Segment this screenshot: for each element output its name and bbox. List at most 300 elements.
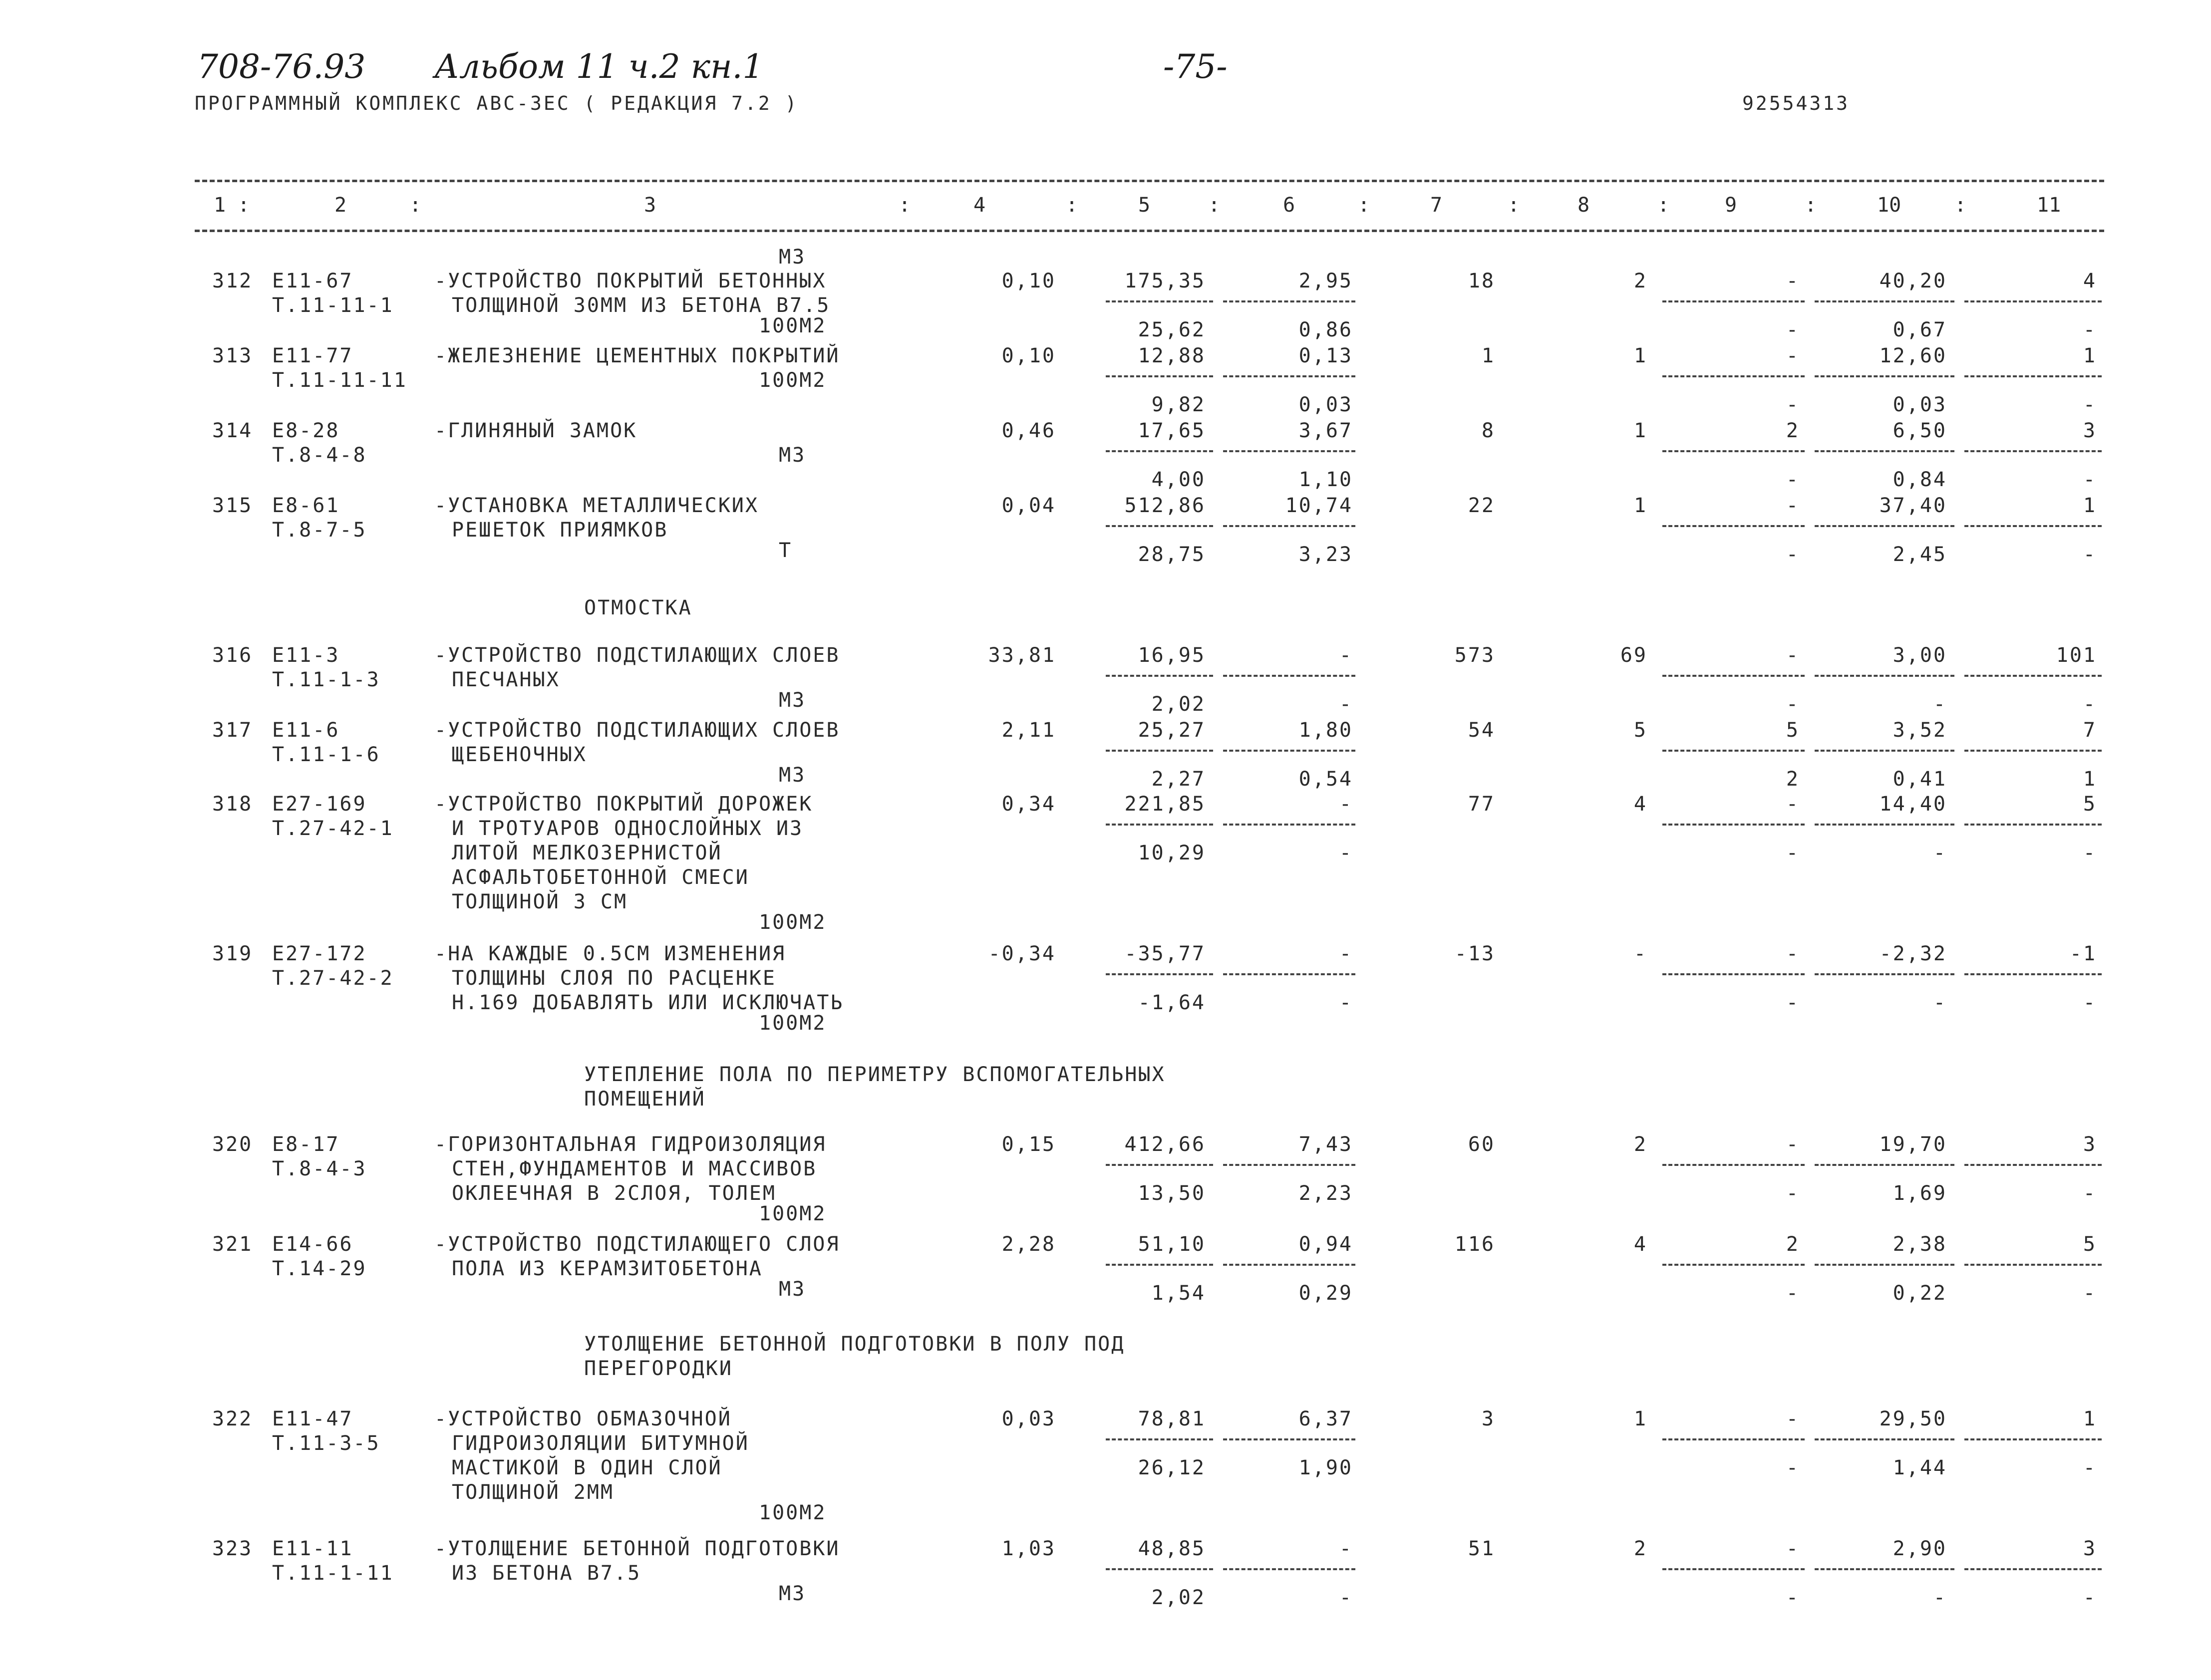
work-description: СТЕН,ФУНДАМЕНТОВ И МАССИВОВ	[452, 1157, 817, 1180]
table-header-rule	[195, 230, 2104, 232]
col10-top: 19,70	[1879, 1133, 1947, 1156]
col9-top: 2	[1786, 1233, 1800, 1256]
column-header-9: 9	[1725, 194, 1737, 217]
column-header-11: 11	[2037, 194, 2061, 217]
col9-bottom: -	[1786, 1586, 1800, 1609]
cost-machines: 2,02	[1151, 1586, 1206, 1609]
cell-divider	[1106, 973, 1213, 975]
cell-divider	[1223, 375, 1355, 377]
sum-wages: 5	[1633, 719, 1647, 742]
column-header-4: 4	[973, 194, 986, 217]
norm-code: Е11-6	[272, 719, 340, 742]
cell-divider	[1662, 450, 1805, 452]
work-description: ТОЛЩИНЫ СЛОЯ ПО РАСЦЕНКЕ	[452, 967, 776, 990]
cell-divider	[1964, 1568, 2102, 1570]
unit-label: Т	[779, 539, 793, 562]
col10-bottom: 2,45	[1893, 543, 1947, 566]
quantity: 33,81	[988, 644, 1056, 667]
col10-bottom: 0,84	[1893, 468, 1947, 491]
sum-total: 18	[1468, 270, 1495, 292]
cost-machines: 1,54	[1151, 1282, 1206, 1305]
cell-divider	[1662, 300, 1805, 302]
work-description: ИЗ БЕТОНА В7.5	[452, 1562, 641, 1585]
cell-divider	[1106, 375, 1213, 377]
col9-bottom: -	[1786, 1282, 1800, 1305]
sum-wages: 4	[1633, 1233, 1647, 1256]
col10-top: 2,38	[1893, 1233, 1947, 1256]
cost-wages: -	[1339, 793, 1353, 816]
cost-machines: 26,12	[1138, 1456, 1206, 1479]
col11-top: 1	[2083, 344, 2097, 367]
cost-machine-wages: 1,10	[1298, 468, 1353, 491]
cost-machine-wages: 2,23	[1298, 1182, 1353, 1205]
column-header-10: 10	[1877, 194, 1901, 217]
cell-divider	[1815, 675, 1954, 677]
quantity: 0,15	[1001, 1133, 1056, 1156]
table-top-rule	[195, 180, 2104, 182]
work-description: ЩЕБЕНОЧНЫХ	[452, 743, 587, 766]
cell-divider	[1815, 1568, 1954, 1570]
col9-bottom: -	[1786, 393, 1800, 416]
row-number: 316	[212, 644, 253, 667]
work-description: -УСТРОЙСТВО ПОДСТИЛАЮЩИХ СЛОЕВ	[434, 644, 840, 667]
work-description: ПОЛА ИЗ КЕРАМЗИТОБЕТОНА	[452, 1257, 763, 1280]
column-separator: :	[899, 194, 911, 217]
column-separator: :	[1358, 194, 1370, 217]
col10-top: 40,20	[1879, 270, 1947, 292]
work-description: ТОЛЩИНОЙ 3 СМ	[452, 890, 628, 913]
work-description: -ГОРИЗОНТАЛЬНАЯ ГИДРОИЗОЛЯЦИЯ	[434, 1133, 827, 1156]
cell-divider	[1964, 750, 2102, 752]
cost-machines: 10,29	[1138, 841, 1206, 864]
col10-top: 3,00	[1893, 644, 1947, 667]
cell-divider	[1964, 300, 2102, 302]
col11-bottom: 1	[2083, 768, 2097, 791]
work-description: -ЖЕЛЕЗНЕНИЕ ЦЕМЕНТНЫХ ПОКРЫТИЙ	[434, 344, 840, 367]
cost-total: 25,27	[1138, 719, 1206, 742]
col11-bottom: -	[2083, 841, 2097, 864]
col9-top: -	[1786, 494, 1800, 517]
row-number: 318	[212, 793, 253, 816]
cell-divider	[1815, 525, 1954, 527]
cell-divider	[1223, 973, 1355, 975]
col11-top: 5	[2083, 1233, 2097, 1256]
col9-bottom: 2	[1786, 768, 1800, 791]
cell-divider	[1662, 525, 1805, 527]
cost-machine-wages: 0,29	[1298, 1282, 1353, 1305]
col11-top: 3	[2083, 1133, 2097, 1156]
cell-divider	[1662, 1568, 1805, 1570]
cell-divider	[1815, 750, 1954, 752]
cost-machine-wages: 3,23	[1298, 543, 1353, 566]
work-description: -ГЛИНЯНЫЙ ЗАМОК	[434, 419, 637, 442]
col9-top: -	[1786, 1407, 1800, 1430]
cell-divider	[1223, 525, 1355, 527]
column-separator: :	[238, 194, 250, 217]
norm-code: Е11-77	[272, 344, 353, 367]
column-header-7: 7	[1430, 194, 1443, 217]
col11-bottom: -	[2083, 1282, 2097, 1305]
col11-top: 3	[2083, 1537, 2097, 1560]
column-header-5: 5	[1138, 194, 1151, 217]
norm-reference: Т.11-3-5	[272, 1432, 380, 1455]
cell-divider	[1106, 750, 1213, 752]
cell-divider	[1223, 1164, 1355, 1166]
cost-machine-wages: -	[1339, 841, 1353, 864]
handwritten-code: 708-76.93	[197, 47, 366, 86]
cost-wages: 2,95	[1298, 270, 1353, 292]
row-number: 315	[212, 494, 253, 517]
cost-wages: -	[1339, 942, 1353, 965]
program-title: ПРОГРАММНЫЙ КОМПЛЕКС АВС-3ЕС ( РЕДАКЦИЯ 7.2 )	[195, 92, 799, 114]
cell-divider	[1815, 1438, 1954, 1440]
column-header-8: 8	[1578, 194, 1590, 217]
col10-bottom: 0,22	[1893, 1282, 1947, 1305]
cell-divider	[1964, 973, 2102, 975]
quantity: -0,34	[988, 942, 1056, 965]
work-description: ТОЛЩИНОЙ 2ММ	[452, 1481, 614, 1504]
work-description: -НА КАЖДЫЕ 0.5СМ ИЗМЕНЕНИЯ	[434, 942, 786, 965]
cell-divider	[1106, 1264, 1213, 1266]
col11-bottom: -	[2083, 1456, 2097, 1479]
cost-machines: 13,50	[1138, 1182, 1206, 1205]
handwritten-page-number: -75-	[1163, 47, 1228, 86]
col10-bottom: 0,03	[1893, 393, 1947, 416]
quantity: 0,46	[1001, 419, 1056, 442]
col11-top: 7	[2083, 719, 2097, 742]
norm-code: Е11-11	[272, 1537, 353, 1560]
cell-divider	[1662, 824, 1805, 826]
col11-top: 4	[2083, 270, 2097, 292]
col9-bottom: -	[1786, 468, 1800, 491]
cost-machine-wages: 1,90	[1298, 1456, 1353, 1479]
cost-machines: 28,75	[1138, 543, 1206, 566]
work-description: ТОЛЩИНОЙ 30ММ ИЗ БЕТОНА В7.5	[452, 294, 831, 317]
sum-total: 116	[1454, 1233, 1495, 1256]
section-heading: ОТМОСТКА	[584, 596, 692, 619]
unit-label: М3	[779, 444, 806, 467]
cell-divider	[1223, 300, 1355, 302]
section-heading: УТОЛЩЕНИЕ БЕТОННОЙ ПОДГОТОВКИ В ПОЛУ ПОД	[584, 1333, 1125, 1356]
cell-divider	[1662, 1264, 1805, 1266]
cost-wages: 1,80	[1298, 719, 1353, 742]
col11-bottom: -	[2083, 1586, 2097, 1609]
cost-total: 17,65	[1138, 419, 1206, 442]
col10-top: 6,50	[1893, 419, 1947, 442]
work-description: МАСТИКОЙ В ОДИН СЛОЙ	[452, 1456, 722, 1479]
column-separator: :	[1066, 194, 1078, 217]
col10-top: -2,32	[1879, 942, 1947, 965]
unit-label: 100М2	[759, 1202, 827, 1225]
column-header-6: 6	[1283, 194, 1295, 217]
cell-divider	[1815, 1264, 1954, 1266]
sum-wages: 1	[1633, 494, 1647, 517]
work-description: ОКЛЕЕЧНАЯ В 2СЛОЯ, ТОЛЕМ	[452, 1182, 776, 1205]
cell-divider	[1964, 450, 2102, 452]
cell-divider	[1106, 1568, 1213, 1570]
quantity: 2,11	[1001, 719, 1056, 742]
column-separator: :	[1805, 194, 1817, 217]
unit-label: 100М2	[759, 314, 827, 337]
cell-divider	[1662, 750, 1805, 752]
sum-wages: 4	[1633, 793, 1647, 816]
cell-divider	[1662, 1164, 1805, 1166]
col9-top: 2	[1786, 419, 1800, 442]
cell-divider	[1964, 675, 2102, 677]
quantity: 0,34	[1001, 793, 1056, 816]
work-description: -УСТРОЙСТВО ПОДСТИЛАЮЩИХ СЛОЕВ	[434, 719, 840, 742]
norm-code: Е8-17	[272, 1133, 340, 1156]
col10-top: 37,40	[1879, 494, 1947, 517]
sum-total: 1	[1481, 344, 1495, 367]
col10-top: 12,60	[1879, 344, 1947, 367]
sum-wages: 2	[1633, 1133, 1647, 1156]
cost-machines: 9,82	[1151, 393, 1206, 416]
unit-label: 100М2	[759, 1012, 827, 1035]
col9-top: -	[1786, 344, 1800, 367]
cell-divider	[1815, 375, 1954, 377]
work-description: -УСТРОЙСТВО ПОКРЫТИЙ БЕТОННЫХ	[434, 270, 827, 292]
cell-divider	[1106, 824, 1213, 826]
section-heading-cont: ПЕРЕГОРОДКИ	[584, 1357, 733, 1380]
sum-wages: 1	[1633, 344, 1647, 367]
row-number: 322	[212, 1407, 253, 1430]
col10-bottom: 0,41	[1893, 768, 1947, 791]
sum-total: 22	[1468, 494, 1495, 517]
cost-machine-wages: -	[1339, 1586, 1353, 1609]
col11-top: 101	[2056, 644, 2097, 667]
col9-bottom: -	[1786, 318, 1800, 341]
work-description: ПЕСЧАНЫХ	[452, 668, 560, 691]
unit-label: М3	[779, 1278, 806, 1301]
norm-code: Е8-28	[272, 419, 340, 442]
col9-bottom: -	[1786, 841, 1800, 864]
cost-total: 16,95	[1138, 644, 1206, 667]
cell-divider	[1106, 450, 1213, 452]
sum-wages: 2	[1633, 270, 1647, 292]
norm-reference: Т.27-42-2	[272, 967, 394, 990]
cell-divider	[1223, 1438, 1355, 1440]
column-separator: :	[1208, 194, 1221, 217]
column-separator: :	[1657, 194, 1670, 217]
col10-bottom: -	[1933, 841, 1947, 864]
cost-wages: 3,67	[1298, 419, 1353, 442]
col9-bottom: -	[1786, 1456, 1800, 1479]
section-heading-cont: ПОМЕЩЕНИЙ	[584, 1088, 706, 1111]
column-separator: :	[1508, 194, 1520, 217]
row-number: 313	[212, 344, 253, 367]
col11-bottom: -	[2083, 1182, 2097, 1205]
quantity: 0,03	[1001, 1407, 1056, 1430]
cost-total: 175,35	[1124, 270, 1206, 292]
col9-top: -	[1786, 1133, 1800, 1156]
cost-total: 78,81	[1138, 1407, 1206, 1430]
cost-wages: 0,13	[1298, 344, 1353, 367]
col9-top: -	[1786, 270, 1800, 292]
column-header-1: 1	[214, 194, 226, 217]
cost-machine-wages: -	[1339, 693, 1353, 716]
norm-code: Е14-66	[272, 1233, 353, 1256]
col10-bottom: -	[1933, 991, 1947, 1014]
col9-bottom: -	[1786, 543, 1800, 566]
col10-bottom: 1,69	[1893, 1182, 1947, 1205]
row-number: 312	[212, 270, 253, 292]
norm-reference: Т.27-42-1	[272, 817, 394, 840]
cost-total: 12,88	[1138, 344, 1206, 367]
cell-divider	[1662, 375, 1805, 377]
cell-divider	[1106, 675, 1213, 677]
unit-label: 100М2	[759, 911, 827, 934]
sum-total: 77	[1468, 793, 1495, 816]
sum-total: 573	[1454, 644, 1495, 667]
sum-wages: 2	[1633, 1537, 1647, 1560]
col9-bottom: -	[1786, 1182, 1800, 1205]
col10-top: 29,50	[1879, 1407, 1947, 1430]
cell-divider	[1106, 300, 1213, 302]
col10-bottom: 0,67	[1893, 318, 1947, 341]
sum-total: -13	[1454, 942, 1495, 965]
cost-total: 51,10	[1138, 1233, 1206, 1256]
cell-divider	[1964, 1438, 2102, 1440]
quantity: 0,10	[1001, 270, 1056, 292]
col9-top: -	[1786, 1537, 1800, 1560]
cell-divider	[1964, 375, 2102, 377]
cell-divider	[1815, 450, 1954, 452]
norm-reference: Т.8-4-3	[272, 1157, 367, 1180]
cost-machine-wages: -	[1339, 991, 1353, 1014]
work-description: -УСТАНОВКА МЕТАЛЛИЧЕСКИХ	[434, 494, 759, 517]
col10-top: 2,90	[1893, 1537, 1947, 1560]
col11-bottom: -	[2083, 543, 2097, 566]
row-number: 314	[212, 419, 253, 442]
row-number: 317	[212, 719, 253, 742]
cost-wages: 7,43	[1298, 1133, 1353, 1156]
quantity: 0,04	[1001, 494, 1056, 517]
norm-code: Е27-169	[272, 793, 367, 816]
cell-divider	[1662, 675, 1805, 677]
col11-bottom: -	[2083, 693, 2097, 716]
row-number: 319	[212, 942, 253, 965]
norm-reference: Т.8-7-5	[272, 519, 367, 542]
col9-bottom: -	[1786, 693, 1800, 716]
unit-label: М3	[779, 246, 806, 269]
col11-top: 5	[2083, 793, 2097, 816]
quantity: 0,10	[1001, 344, 1056, 367]
cell-divider	[1106, 1438, 1213, 1440]
cell-divider	[1223, 675, 1355, 677]
cell-divider	[1662, 1438, 1805, 1440]
sum-total: 54	[1468, 719, 1495, 742]
col9-top: 5	[1786, 719, 1800, 742]
col10-bottom: -	[1933, 693, 1947, 716]
col11-bottom: -	[2083, 991, 2097, 1014]
norm-code: Е11-47	[272, 1407, 353, 1430]
col10-bottom: -	[1933, 1586, 1947, 1609]
work-description: РЕШЕТОК ПРИЯМКОВ	[452, 519, 668, 542]
col9-top: -	[1786, 793, 1800, 816]
cost-machines: 2,27	[1151, 768, 1206, 791]
unit-label: М3	[779, 764, 806, 787]
cost-total: 412,66	[1124, 1133, 1206, 1156]
sum-wages: 1	[1633, 1407, 1647, 1430]
col11-bottom: -	[2083, 393, 2097, 416]
sum-wages: 69	[1620, 644, 1647, 667]
cell-divider	[1964, 1164, 2102, 1166]
norm-reference: Т.14-29	[272, 1257, 367, 1280]
norm-reference: Т.11-11-11	[272, 369, 407, 392]
col9-top: -	[1786, 942, 1800, 965]
unit-label: 100М2	[759, 1501, 827, 1524]
cost-wages: -	[1339, 1537, 1353, 1560]
cost-machine-wages: 0,54	[1298, 768, 1353, 791]
cost-machines: -1,64	[1138, 991, 1206, 1014]
work-description: ГИДРОИЗОЛЯЦИИ БИТУМНОЙ	[452, 1432, 749, 1455]
unit-label: М3	[779, 1582, 806, 1605]
col11-bottom: -	[2083, 318, 2097, 341]
col10-top: 14,40	[1879, 793, 1947, 816]
cell-divider	[1815, 824, 1954, 826]
col11-top: 1	[2083, 494, 2097, 517]
sum-wages: -	[1633, 942, 1647, 965]
col9-top: -	[1786, 644, 1800, 667]
col10-bottom: 1,44	[1893, 1456, 1947, 1479]
cost-wages: 10,74	[1285, 494, 1353, 517]
cell-divider	[1223, 824, 1355, 826]
cost-total: 221,85	[1124, 793, 1206, 816]
col11-top: -1	[2069, 942, 2097, 965]
cell-divider	[1964, 824, 2102, 826]
cost-total: 48,85	[1138, 1537, 1206, 1560]
quantity: 2,28	[1001, 1233, 1056, 1256]
work-description: Н.169 ДОБАВЛЯТЬ ИЛИ ИСКЛЮЧАТЬ	[452, 991, 844, 1014]
handwritten-album: Альбом 11 ч.2 кн.1	[434, 47, 764, 86]
cost-machines: 4,00	[1151, 468, 1206, 491]
cost-wages: 0,94	[1298, 1233, 1353, 1256]
cell-divider	[1106, 1164, 1213, 1166]
cost-wages: -	[1339, 644, 1353, 667]
norm-code: Е11-3	[272, 644, 340, 667]
cost-wages: 6,37	[1298, 1407, 1353, 1430]
cell-divider	[1964, 1264, 2102, 1266]
column-header-3: 3	[644, 194, 656, 217]
work-description: -УТОЛЩЕНИЕ БЕТОННОЙ ПОДГОТОВКИ	[434, 1537, 840, 1560]
cell-divider	[1223, 450, 1355, 452]
cell-divider	[1815, 973, 1954, 975]
cost-machines: 2,02	[1151, 693, 1206, 716]
work-description: АСФАЛЬТОБЕТОННОЙ СМЕСИ	[452, 866, 749, 889]
row-number: 320	[212, 1133, 253, 1156]
quantity: 1,03	[1001, 1537, 1056, 1560]
work-description: -УСТРОЙСТВО ПОДСТИЛАЮЩЕГО СЛОЯ	[434, 1233, 840, 1256]
col11-top: 3	[2083, 419, 2097, 442]
norm-reference: Т.11-1-3	[272, 668, 380, 691]
cost-machine-wages: 0,86	[1298, 318, 1353, 341]
sum-total: 60	[1468, 1133, 1495, 1156]
column-header-2: 2	[334, 194, 347, 217]
col11-top: 1	[2083, 1407, 2097, 1430]
cell-divider	[1662, 973, 1805, 975]
cost-total: -35,77	[1124, 942, 1206, 965]
norm-code: Е11-67	[272, 270, 353, 292]
norm-reference: Т.11-1-6	[272, 743, 380, 766]
col11-bottom: -	[2083, 468, 2097, 491]
unit-label: М3	[779, 689, 806, 712]
cell-divider	[1815, 1164, 1954, 1166]
cost-total: 512,86	[1124, 494, 1206, 517]
work-description: -УСТРОЙСТВО ПОКРЫТИЙ ДОРОЖЕК	[434, 793, 813, 816]
work-description: И ТРОТУАРОВ ОДНОСЛОЙНЫХ ИЗ	[452, 817, 804, 840]
cell-divider	[1964, 525, 2102, 527]
